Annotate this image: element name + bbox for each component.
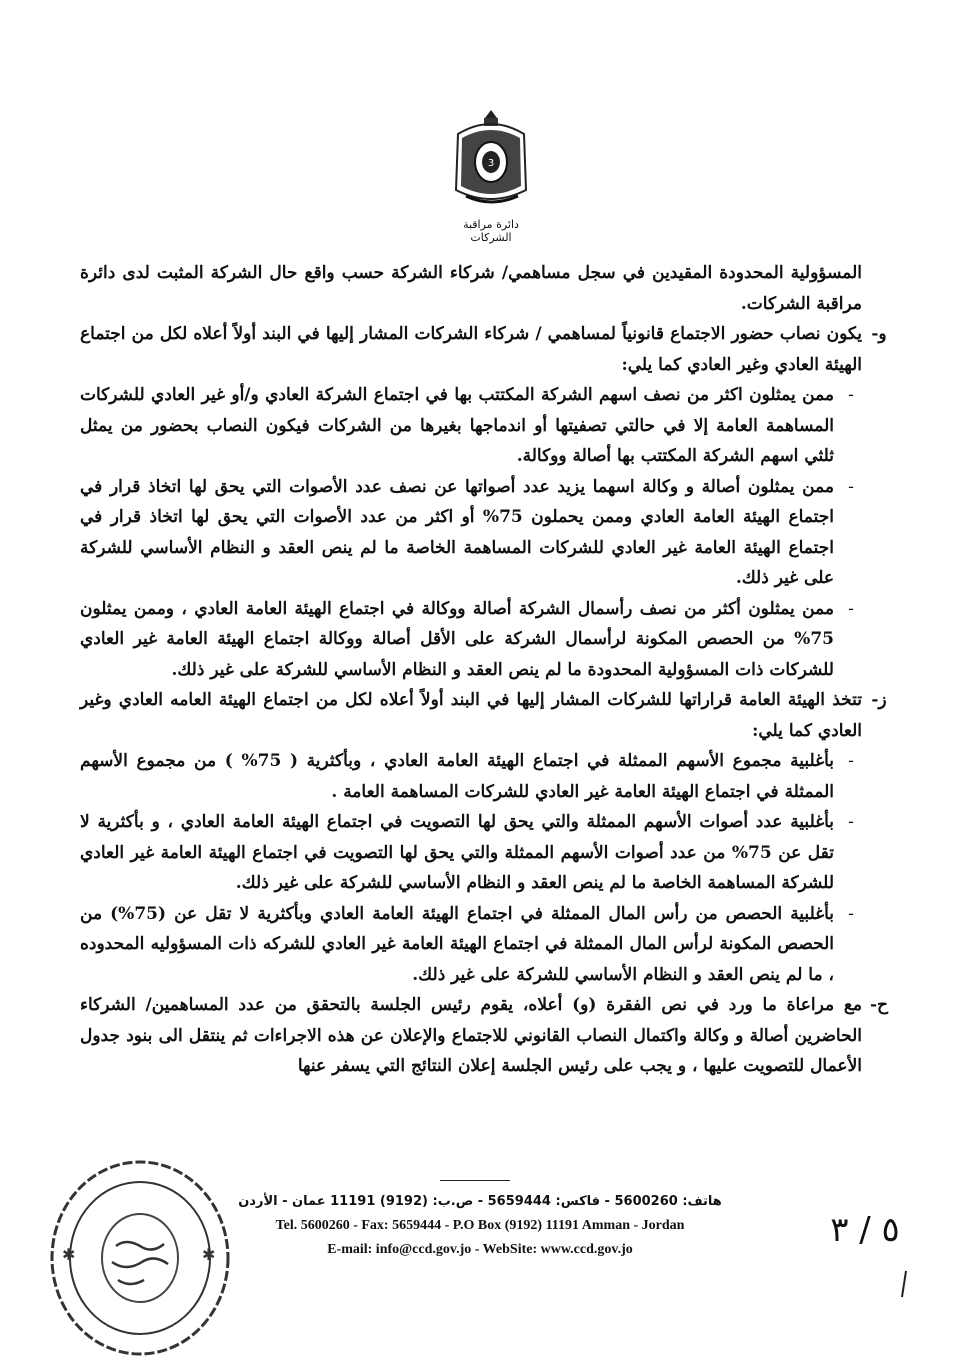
footer-english-contact: Tel. 5600260 - Fax: 5659444 - P.O Box (9192) 11191 Amman - Jordan: [275, 1218, 685, 1233]
clause-w: [80, 319, 887, 685]
dash-bullet: -: [848, 385, 854, 405]
list-item: - ممن يمثلون أصالة و وكالة اسهما يزيد عدد أصواتها عن نصف عدد الأصوات التي يحق لها اتخاذ قرار في اجتماع الهيئة العامة العادي وممن يحملون 75% أو اكثر من عدد الأصوات التي يحق لها اتخاذ قرار في اجتماع الهيئة العامة غير العادي للشركات المساهمة الخاصة ما لم ينص العقد و النظام الأساسي للشركة على غير ذلك.: [80, 472, 834, 594]
handwritten-page-number: ٥ / ٣: [830, 1210, 900, 1250]
svg-text:✱: ✱: [62, 1245, 76, 1264]
footer: [230, 1190, 730, 1262]
clause-w-text: يكون نصاب حضور الاجتماع قانونياً لمساهمي / شركاء الشركات المشار إليها في البند أولاً أعلاه لكل من اجتماع الهيئة العادي وغير العادي كما يلي:: [80, 324, 862, 375]
dash-bullet: -: [848, 476, 854, 497]
department-name: دائرة مراقبة الشركات: [463, 218, 519, 244]
clause-h-text: مع مراعاة ما ورد في نص الفقرة (و) أعلاه، يقوم رئيس الجلسة بالتحقق من عدد المساهمين/ الشركاء الحاضرين أصالة و وكالة واكتمال النصاب القانوني للاجتماع والإعلان عن هذه الاجراءات ثم ينتقل الى بنود جدول الأعمال للتصويت عليها ، و يجب على رئيس الجلسة إعلان النتائج التي يسفر عنها: [80, 995, 862, 1076]
dash-bullet: -: [848, 812, 854, 832]
svg-text:✱: ✱: [202, 1245, 216, 1264]
clause-h-label: ح-: [869, 995, 889, 1015]
svg-text:3: 3: [487, 158, 495, 169]
coat-of-arms-emblem: [446, 104, 536, 214]
footer-email-website: E-mail: info@ccd.gov.jo - WebSite: www.ccd.gov.jo: [327, 1242, 633, 1257]
footer-arabic-contact: هاتف: 5600260 - فاكس: 5659444 - ص.ب: (9192) 11191 عمان - الأردن: [238, 1194, 722, 1209]
official-stamp: [42, 1150, 237, 1360]
document-body: [80, 258, 889, 1082]
dash-bullet: -: [848, 903, 854, 924]
pen-mark: [900, 1270, 908, 1298]
list-item: - بأغلبية الحصص من رأس المال الممثلة في اجتماع الهيئة العامة العادي وبأكثرية لا تقل عن (75%) من الحصص المكونة لرأس المال الممثلة في اجتماع الهيئة العامة غير العادي للشركه ذات المسؤوليه المحدوده ، ما لم ينص العقد و النظام الأساسي للشركة على غير ذلك.: [80, 899, 834, 991]
list-item: - بأغلبية مجموع الأسهم الممثلة في اجتماع الهيئة العامة العادي ، وبأكثرية ( 75% ) من مجموع الأسهم الممثلة في اجتماع الهيئة العامة غير العادي للشركات المساهمة العامة .: [80, 746, 834, 807]
dash-bullet: -: [848, 598, 854, 619]
clause-h: [80, 990, 889, 1082]
list-item: - ممن يمثلون اكثر من نصف اسهم الشركة المكتتب بها في اجتماع الشركة العادي و/أو غير العادي للشركات المساهمة العامة إلا في حالتي تصفيتها أو اندماجها بغيرها من الشركات فيكون النصاب بحضور من يمثل ثلثي اسهم الشركة المكتتب بها أصالة ووكالة.: [80, 380, 834, 472]
clause-z-label: ز-: [871, 690, 887, 710]
clause-z-text: تتخذ الهيئة العامة قراراتها للشركات المشار إليها في البند أولاً أعلاه لكل من اجتماع الهيئة العامه العادي وغير العادي كما يلي:: [80, 690, 862, 741]
clause-w-label: و-: [871, 324, 887, 344]
clause-z: [80, 685, 887, 990]
footer-divider: [440, 1180, 510, 1181]
dash-bullet: -: [848, 751, 854, 771]
intro-paragraph: المسؤولية المحدودة المقيدين في سجل مساهمي/ شركاء الشركة حسب واقع حال الشركة المثبت لدى دائرة مراقبة الشركات.: [80, 263, 862, 314]
list-item: - ممن يمثلون أكثر من نصف رأسمال الشركة أصالة ووكالة في اجتماع الهيئة العامة العادي ، وممن يمثلون 75% من الحصص المكونة لرأسمال الشركة على الأقل أصالة ووكالة اجتماع الهيئة العامة غير العادي للشركات ذات المسؤولية المحدودة ما لم ينص العقد و النظام الأساسي للشركة على غير ذلك.: [80, 594, 834, 686]
list-item: - بأغلبية عدد أصوات الأسهم الممثلة والتي يحق لها التصويت في اجتماع الهيئة العامة العادي ، و بأكثرية لا تقل عن 75% من عدد أصوات الأسهم الممثلة والتي يحق لها التصويت في اجتماع الهيئة العامة غير العادي للشركة المساهمة الخاصة ما لم ينص العقد و النظام الأساسي للشركة على غير ذلك.: [80, 807, 834, 899]
